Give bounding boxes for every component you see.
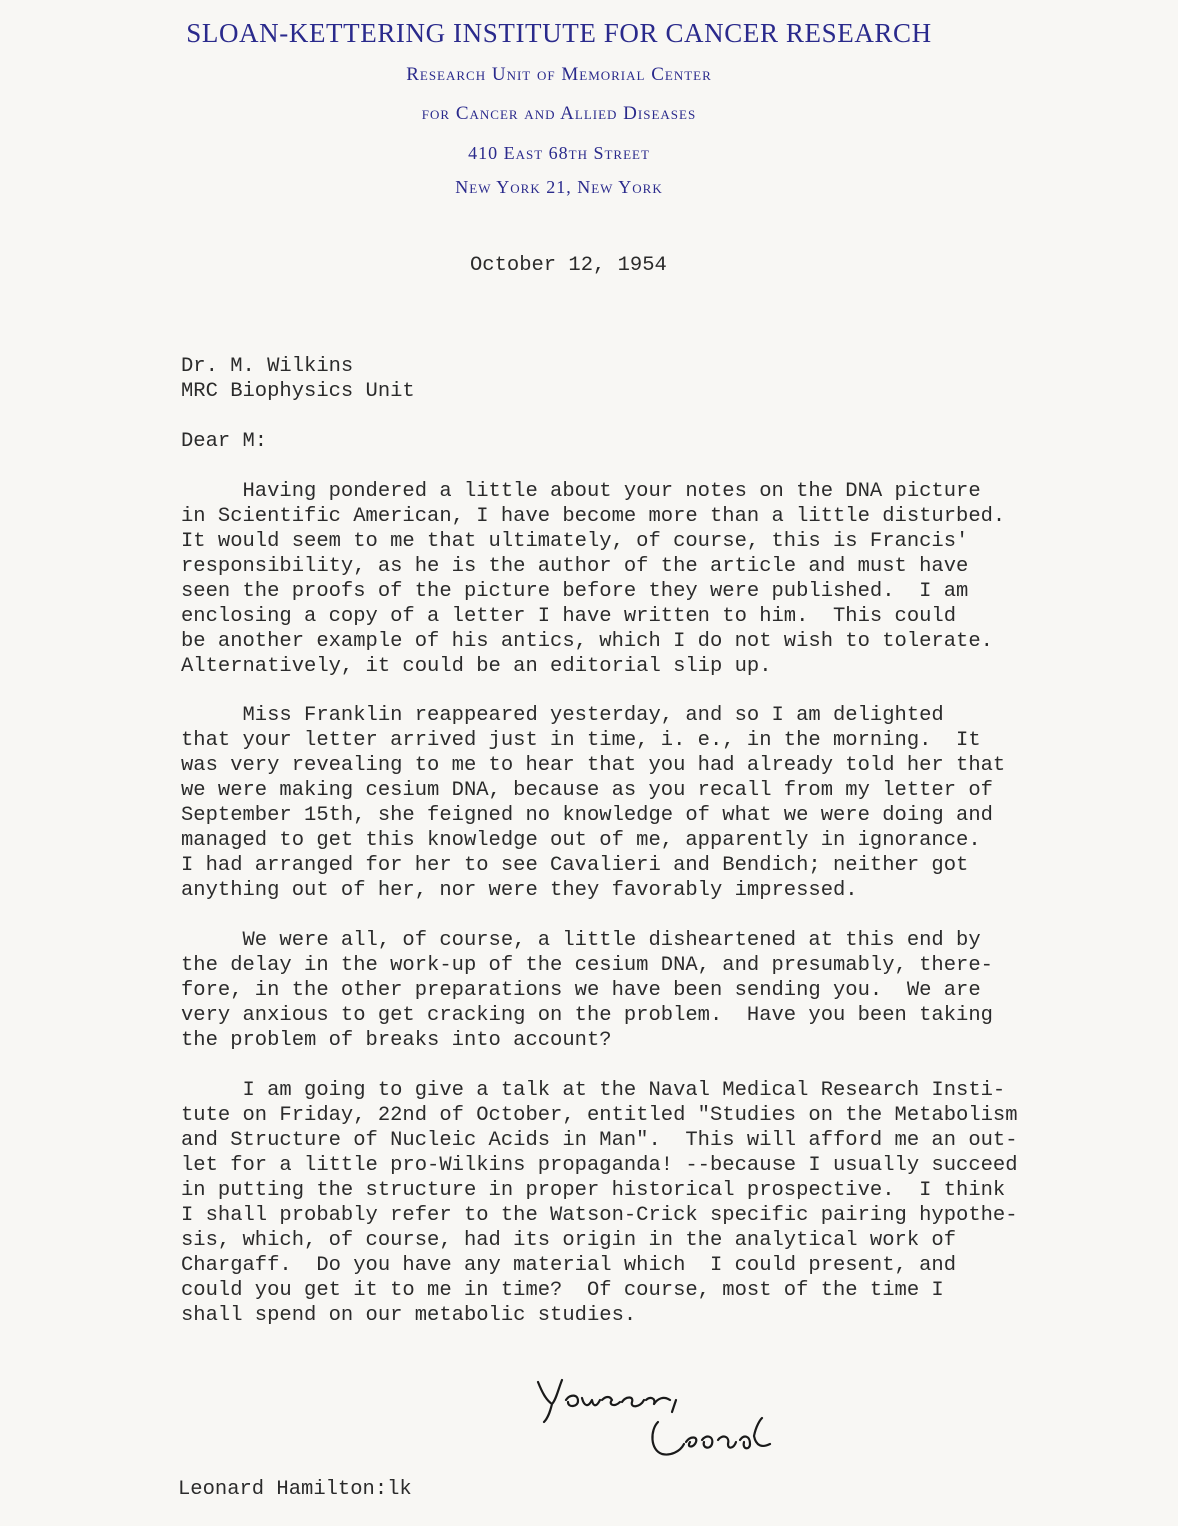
paragraph-line: the delay in the work-up of the cesium DNA, and presumably, there-: [181, 954, 993, 977]
paragraph-line: in putting the structure in proper historical prospective. I think: [181, 1179, 1006, 1202]
typed-signature-name: Leonard Hamilton:lk: [178, 1478, 412, 1501]
letterhead-organization: SLOAN-KETTERING INSTITUTE FOR CANCER RESEARCH: [186, 18, 932, 48]
paragraph-line: in Scientific American, I have become more than a little disturbed.: [181, 505, 1006, 528]
paragraph-line: we were making cesium DNA, because as you recall from my letter of: [181, 779, 993, 802]
paragraph-line: be another example of his antics, which I do not wish to tolerate.: [181, 630, 993, 653]
paragraph-line: could you get it to me in time? Of course, most of the time I: [181, 1279, 944, 1302]
paragraph-line: enclosing a copy of a letter I have written to him. This could: [181, 605, 957, 628]
paragraph-line: Alternatively, it could be an editorial slip up.: [181, 655, 772, 678]
paragraph-line: let for a little pro-Wilkins propaganda! --because I usually succeed: [181, 1154, 1018, 1177]
paragraph-line: Miss Franklin reappeared yesterday, and so I am delighted: [181, 704, 944, 727]
paragraph-line: shall spend on our metabolic studies.: [181, 1304, 637, 1327]
paragraph-line: Chargaff. Do you have any material which I could present, and: [181, 1254, 957, 1277]
paragraph-line: It would seem to me that ultimately, of course, this is Francis': [181, 530, 969, 553]
salutation: Dear M:: [181, 430, 268, 453]
paragraph-line: I had arranged for her to see Cavalieri and Bendich; neither got: [181, 854, 969, 877]
paragraph-line: that your letter arrived just in time, i. e., in the morning. It: [181, 729, 981, 752]
letterhead-street: 410 East 68th Street: [468, 143, 650, 163]
letter-date: October 12, 1954: [470, 254, 667, 277]
paragraph-line: the problem of breaks into account?: [181, 1029, 612, 1052]
paragraph-line: managed to get this knowledge out of me, apparently in ignorance.: [181, 829, 981, 852]
paragraph-line: and Structure of Nucleic Acids in Man". This will afford me an out-: [181, 1129, 1018, 1152]
paragraph-line: responsibility, as he is the author of the article and must have: [181, 555, 969, 578]
body-paragraph-4: [181, 1078, 1018, 1328]
paragraph-line: very anxious to get cracking on the problem. Have you been taking: [181, 1004, 993, 1027]
recipient-unit: MRC Biophysics Unit: [181, 380, 415, 403]
paragraph-line: fore, in the other preparations we have been sending you. We are: [181, 979, 981, 1002]
paragraph-line: seen the proofs of the picture before they were published. I am: [181, 580, 969, 603]
paragraph-line: September 15th, she feigned no knowledge of what we were doing and: [181, 804, 993, 827]
body-paragraph-1: [181, 479, 1005, 679]
paragraph-line: anything out of her, nor were they favorably impressed.: [181, 879, 858, 902]
paragraph-line: We were all, of course, a little disheartened at this end by: [181, 929, 981, 952]
letterhead-line-2: for Cancer and Allied Diseases: [421, 103, 697, 124]
letterhead-line-1: Research Unit of Memorial Center: [406, 64, 712, 85]
body-paragraph-3: [181, 928, 993, 1053]
letterhead-city: New York 21, New York: [455, 177, 663, 197]
paragraph-line: tute on Friday, 22nd of October, entitled "Studies on the Metabolism: [181, 1104, 1018, 1127]
handwritten-signature: [530, 1370, 830, 1470]
recipient-name: Dr. M. Wilkins: [181, 355, 354, 378]
paragraph-line: I shall probably refer to the Watson-Crick specific pairing hypothe-: [181, 1204, 1018, 1227]
paragraph-line: I am going to give a talk at the Naval Medical Research Insti-: [181, 1079, 1006, 1102]
paragraph-line: was very revealing to me to hear that you had already told her that: [181, 754, 1006, 777]
paragraph-line: Having pondered a little about your notes on the DNA picture: [181, 480, 981, 503]
body-paragraph-2: [181, 703, 1005, 903]
paragraph-line: sis, which, of course, had its origin in the analytical work of: [181, 1229, 957, 1252]
